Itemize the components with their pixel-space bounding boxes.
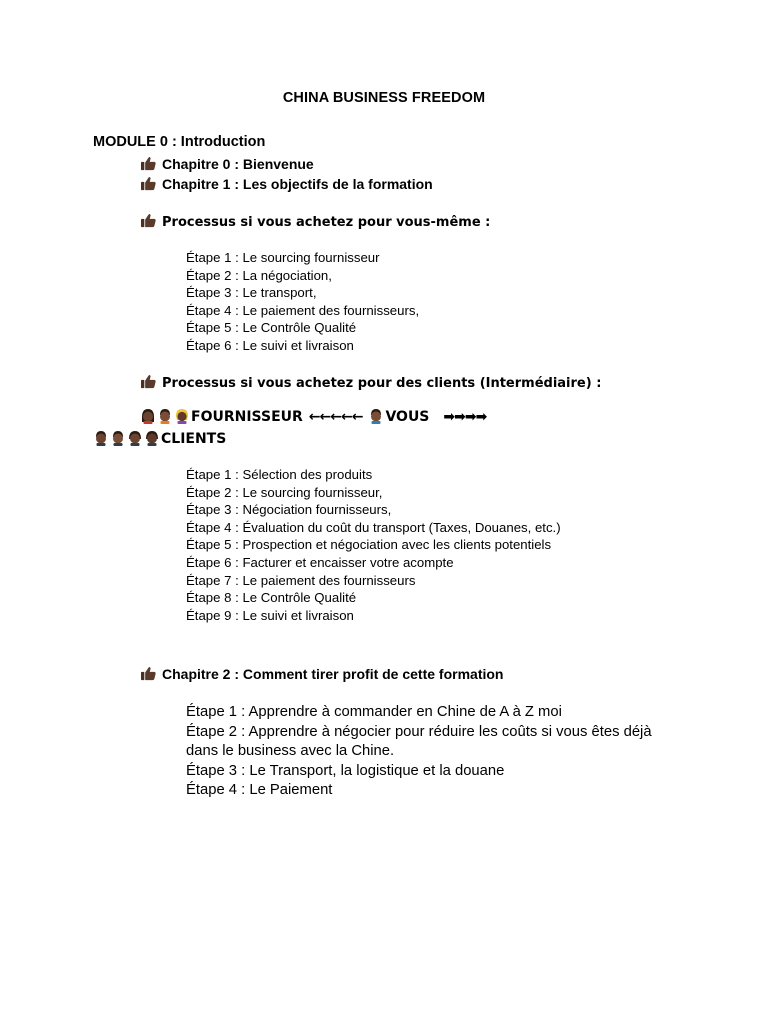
- list-item: Étape 5 : Prospection et négociation avec les clients potentiels: [186, 537, 552, 553]
- man-emoji-icon: [110, 430, 126, 446]
- thumbs-up-icon: [140, 156, 157, 171]
- chapter-1-label: Chapitre 1 : Les objectifs de la formation: [162, 176, 433, 192]
- person-emoji-icon: [157, 408, 173, 424]
- process-clients-heading: [140, 374, 601, 391]
- thumbs-up-icon: [140, 176, 157, 191]
- person-emoji-icon: [144, 430, 160, 446]
- list-item: Étape 1 : Le sourcing fournisseur: [186, 250, 380, 265]
- person-emoji-icon: [127, 430, 143, 446]
- left-arrows: ←←←←←: [308, 409, 363, 425]
- list-item: Étape 9 : Le suivi et livraison: [186, 607, 354, 623]
- list-item: Étape 6 : Facturer et encaisser votre acompte: [186, 554, 454, 570]
- list-item: Étape 3 : Le transport,: [186, 285, 317, 301]
- chapter-2-label: Chapitre 2 : Comment tirer profit de cette formation: [162, 666, 504, 682]
- chapter-0-label: Chapitre 0 : Bienvenue: [162, 156, 314, 172]
- list-item: Étape 4 : Le Paiement: [186, 782, 333, 798]
- supplier-label: FOURNISSEUR: [191, 409, 303, 425]
- list-item: Étape 2 : Le sourcing fournisseur,: [186, 484, 383, 500]
- list-item: Étape 4 : Le paiement des fournisseurs,: [186, 302, 420, 318]
- list-item: Étape 7 : Le paiement des fournisseurs: [186, 572, 416, 588]
- supply-flow-line: [140, 408, 492, 425]
- chapter-0-line: [140, 156, 314, 172]
- list-item: Étape 8 : Le Contrôle Qualité: [186, 590, 357, 606]
- man-emoji-icon: [93, 430, 109, 446]
- list-item: Étape 3 : Négociation fournisseurs,: [186, 502, 392, 518]
- blond-person-emoji-icon: [174, 408, 190, 424]
- chapter-1-line: [140, 176, 433, 192]
- process-self-heading: [140, 213, 490, 230]
- thumbs-up-icon: [140, 213, 157, 228]
- process-clients-heading-label: Processus si vous achetez pour des clients (Intermédiaire) :: [162, 376, 602, 391]
- list-item: Étape 1 : Apprendre à commander en Chine de A à Z moi: [186, 704, 562, 720]
- you-label: VOUS: [385, 409, 430, 425]
- list-item: Étape 5 : Le Contrôle Qualité: [186, 320, 357, 336]
- document-title: CHINA BUSINESS FREEDOM: [282, 90, 486, 106]
- right-arrows: ➡➡➡➡: [443, 409, 487, 425]
- chapter-2-line: [140, 666, 503, 682]
- clients-flow-line: [93, 430, 226, 447]
- list-item: Étape 6 : Le suivi et livraison: [186, 337, 354, 353]
- module-heading: MODULE 0 : Introduction: [93, 134, 266, 150]
- thumbs-up-icon: [140, 666, 157, 681]
- thumbs-up-icon: [140, 374, 157, 389]
- process-self-steps: [186, 249, 419, 355]
- list-item: Étape 2 : Apprendre à négocier pour réduire les coûts si vous êtes déjà dans le business avec la Chine.: [186, 723, 652, 759]
- list-item: Étape 4 : Évaluation du coût du transport (Taxes, Douanes, etc.): [186, 519, 561, 535]
- list-item: Étape 2 : La négociation,: [186, 267, 332, 283]
- process-self-heading-label: Processus si vous achetez pour vous-même :: [162, 215, 491, 230]
- woman-emoji-icon: [140, 408, 156, 424]
- man-emoji-icon: [368, 408, 384, 424]
- chapter-2-steps: [186, 703, 686, 801]
- clients-label: CLIENTS: [161, 431, 227, 447]
- list-item: Étape 3 : Le Transport, la logistique et la douane: [186, 762, 505, 779]
- list-item: Étape 1 : Sélection des produits: [186, 467, 373, 482]
- process-clients-steps: [186, 466, 561, 624]
